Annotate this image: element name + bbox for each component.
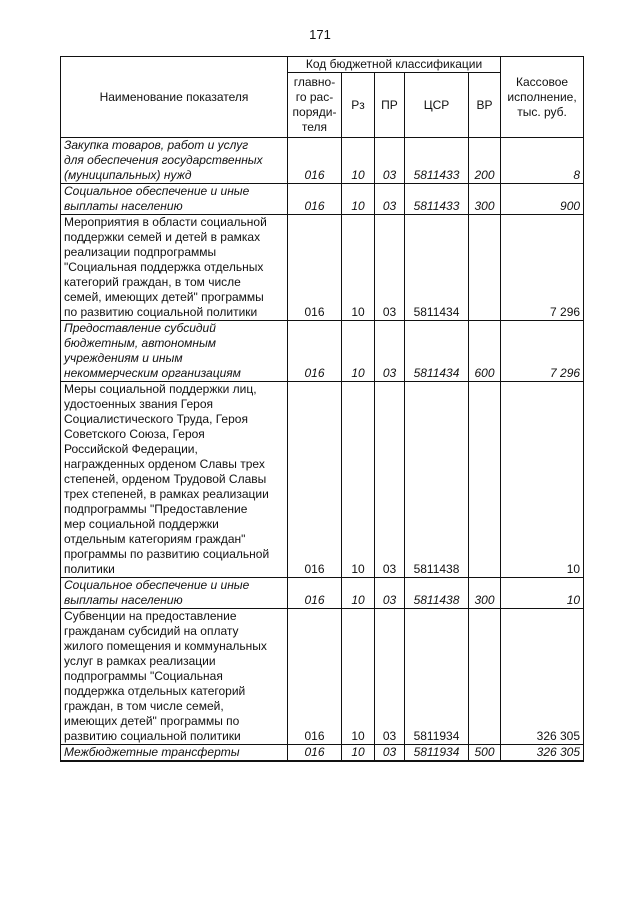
row-vr: 300 xyxy=(469,184,501,215)
table-row xyxy=(61,745,584,762)
row-vr xyxy=(469,609,501,745)
row-glavnogo: 016 xyxy=(288,609,342,745)
row-vr xyxy=(469,382,501,578)
row-rz: 10 xyxy=(342,609,375,745)
row-amount: 7 296 xyxy=(501,321,584,382)
row-csr: 5811438 xyxy=(405,578,469,609)
header-pr: ПР xyxy=(375,73,405,138)
row-name: Меры социальной поддержки лиц, удостоенных звания Героя Социалистического Труда, Героя Советского Союза, Героя Российской Федерации, награжденных орденом Славы трех степеней, орденом Трудовой Славы трех степеней, в рамках реализации подпрограммы "Предоставление мер социальной поддержки отдельным категориям граждан" программы по развитию социальной политики xyxy=(61,382,288,578)
table-row xyxy=(61,609,584,745)
row-csr: 5811433 xyxy=(405,138,469,184)
row-pr: 03 xyxy=(375,609,405,745)
row-pr: 03 xyxy=(375,184,405,215)
row-vr: 200 xyxy=(469,138,501,184)
row-pr: 03 xyxy=(375,321,405,382)
row-name: Социальное обеспечение и иные выплаты населению xyxy=(61,578,288,609)
row-name: Закупка товаров, работ и услуг для обеспечения государственных (муниципальных) нужд xyxy=(61,138,288,184)
row-glavnogo: 016 xyxy=(288,215,342,321)
header-name: Наименование показателя xyxy=(61,57,288,138)
row-rz: 10 xyxy=(342,321,375,382)
row-pr: 03 xyxy=(375,382,405,578)
row-csr: 5811434 xyxy=(405,321,469,382)
row-name: Мероприятия в области социальной поддержки семей и детей в рамках реализации подпрограммы "Социальная поддержка отдельных категорий граждан, в том числе семей, имеющих детей" программы по развитию социальной политики xyxy=(61,215,288,321)
row-amount: 10 xyxy=(501,578,584,609)
row-glavnogo: 016 xyxy=(288,382,342,578)
row-amount: 10 xyxy=(501,382,584,578)
row-pr: 03 xyxy=(375,578,405,609)
row-vr xyxy=(469,215,501,321)
budget-table xyxy=(60,56,584,762)
row-rz: 10 xyxy=(342,745,375,762)
row-csr: 5811434 xyxy=(405,215,469,321)
row-amount: 900 xyxy=(501,184,584,215)
header-amount: Кассовое исполнение, тыс. руб. xyxy=(501,57,584,138)
row-rz: 10 xyxy=(342,138,375,184)
table-row xyxy=(61,138,584,184)
row-csr: 5811433 xyxy=(405,184,469,215)
row-rz: 10 xyxy=(342,184,375,215)
row-glavnogo: 016 xyxy=(288,745,342,762)
row-vr: 500 xyxy=(469,745,501,762)
row-pr: 03 xyxy=(375,215,405,321)
row-glavnogo: 016 xyxy=(288,184,342,215)
header-rz: Рз xyxy=(342,73,375,138)
row-amount: 326 305 xyxy=(501,745,584,762)
table-row xyxy=(61,382,584,578)
header-code-group: Код бюджетной классификации xyxy=(288,57,501,73)
row-csr: 5811934 xyxy=(405,745,469,762)
row-name: Предоставление субсидий бюджетным, автономным учреждениям и иным некоммерческим организациям xyxy=(61,321,288,382)
row-vr: 600 xyxy=(469,321,501,382)
page-number: 171 xyxy=(309,27,331,42)
row-name: Межбюджетные трансферты xyxy=(61,745,288,762)
row-amount: 326 305 xyxy=(501,609,584,745)
header-vr: ВР xyxy=(469,73,501,138)
header-glavnogo: главно- го рас- поряди- теля xyxy=(288,73,342,138)
header-csr: ЦСР xyxy=(405,73,469,138)
row-name: Субвенции на предоставление гражданам субсидий на оплату жилого помещения и коммунальных услуг в рамках реализации подпрограммы "Социальная поддержка отдельных категорий граждан, в том числе семей, имеющих детей" программы по развитию социальной политики xyxy=(61,609,288,745)
table-row xyxy=(61,321,584,382)
row-rz: 10 xyxy=(342,578,375,609)
table-row xyxy=(61,215,584,321)
row-glavnogo: 016 xyxy=(288,321,342,382)
row-amount: 7 296 xyxy=(501,215,584,321)
row-rz: 10 xyxy=(342,215,375,321)
row-rz: 10 xyxy=(342,382,375,578)
row-vr: 300 xyxy=(469,578,501,609)
row-pr: 03 xyxy=(375,745,405,762)
row-amount: 8 xyxy=(501,138,584,184)
table-row xyxy=(61,578,584,609)
row-glavnogo: 016 xyxy=(288,138,342,184)
table-body xyxy=(61,138,584,762)
row-pr: 03 xyxy=(375,138,405,184)
row-name: Социальное обеспечение и иные выплаты населению xyxy=(61,184,288,215)
table-row xyxy=(61,184,584,215)
row-csr: 5811934 xyxy=(405,609,469,745)
row-csr: 5811438 xyxy=(405,382,469,578)
row-glavnogo: 016 xyxy=(288,578,342,609)
